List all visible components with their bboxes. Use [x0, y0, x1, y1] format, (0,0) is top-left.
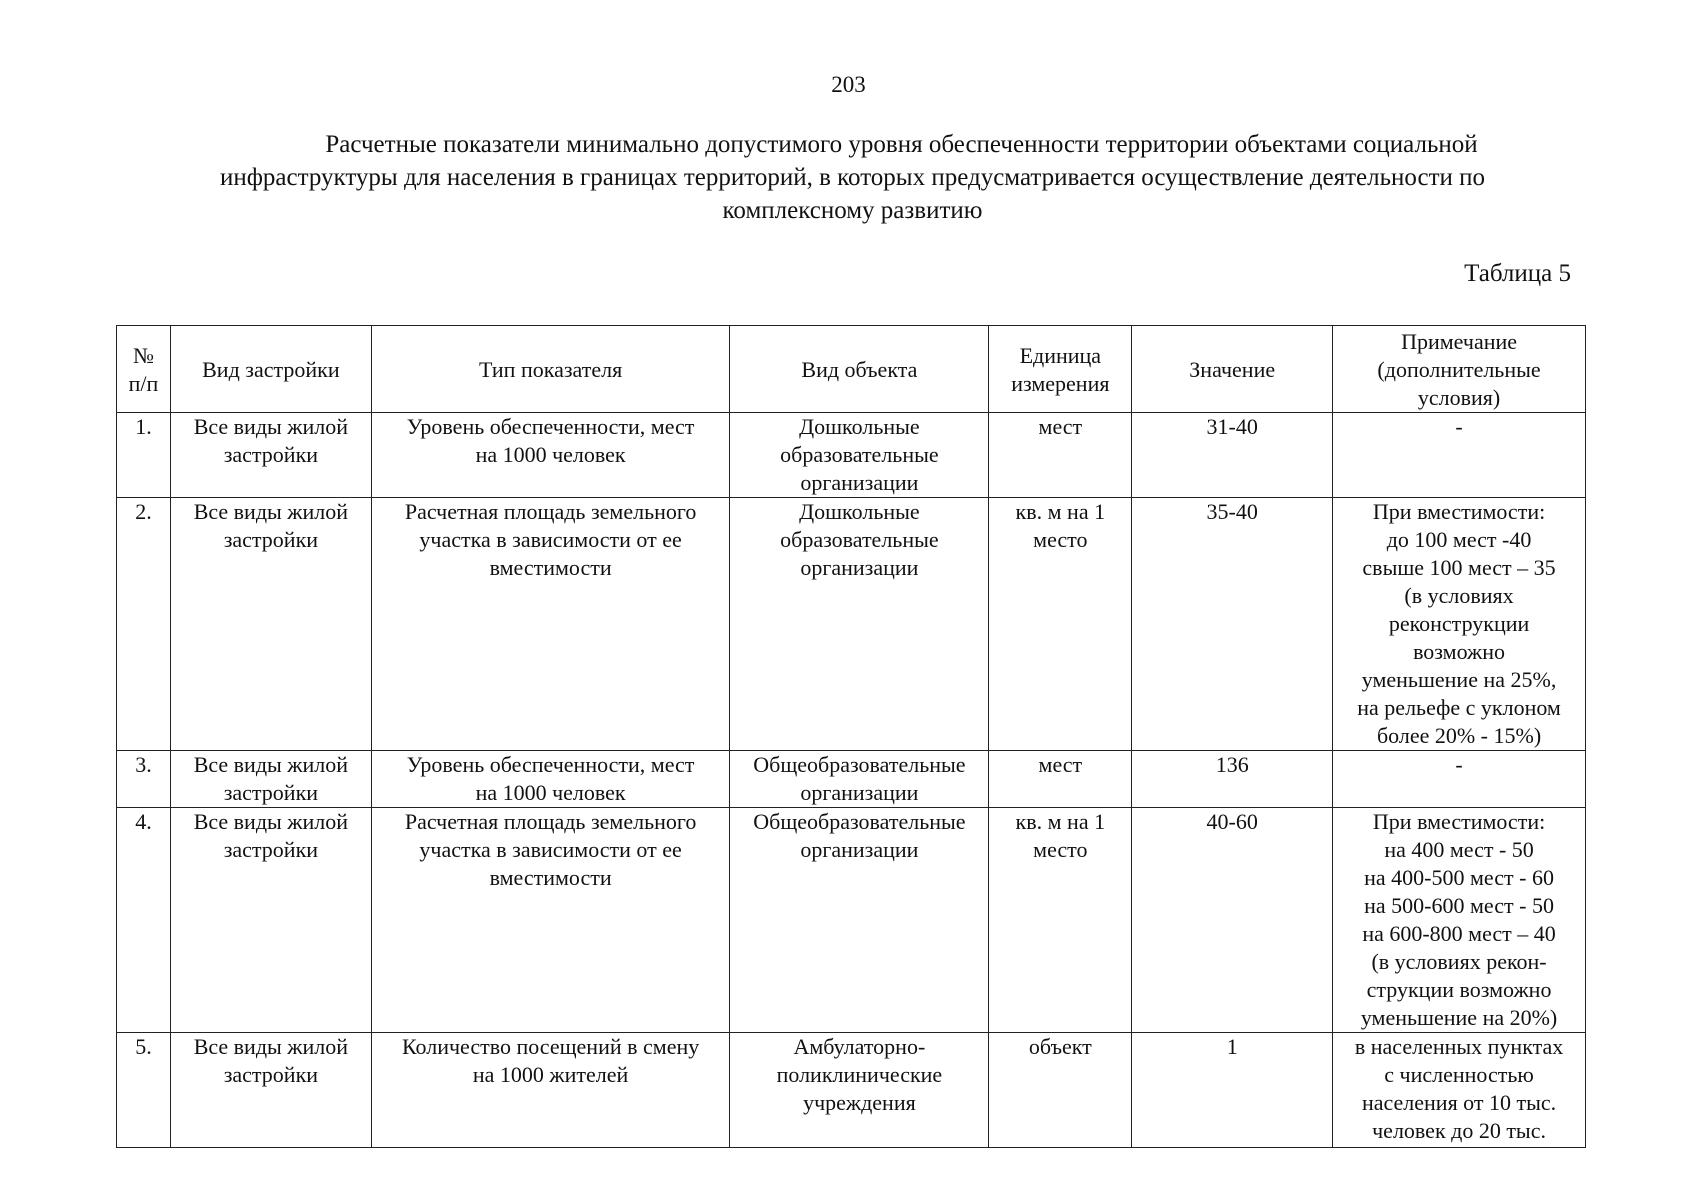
cell-no: 5. [117, 1033, 171, 1148]
cell-value: 31-40 [1132, 413, 1333, 498]
header-unit: Единица измерения [989, 326, 1132, 413]
cell-value: 1 [1132, 1033, 1333, 1148]
cell-indicator-type: Уровень обеспеченности, мест на 1000 человек [371, 751, 730, 808]
cell-building-type: Все виды жилой застройки [170, 808, 371, 1033]
document-title [125, 128, 1580, 227]
cell-no: 4. [117, 808, 171, 1033]
table-header-row [117, 326, 1586, 413]
cell-no: 2. [117, 498, 171, 751]
cell-unit: кв. м на 1 место [989, 808, 1132, 1033]
header-no: № п/п [117, 326, 171, 413]
cell-value: 40-60 [1132, 808, 1333, 1033]
header-building-type: Вид застройки [170, 326, 371, 413]
table-caption: Таблица 5 [1464, 260, 1571, 287]
cell-note: в населенных пунктах с численностью населения от 10 тыс. человек до 20 тыс. [1333, 1033, 1586, 1148]
cell-value: 136 [1132, 751, 1333, 808]
title-line-1: Расчетные показатели минимально допустимого уровня обеспеченности территории объектами социальной [325, 131, 1478, 158]
title-line-3: комплексному развитию [722, 197, 983, 224]
cell-object-type: Амбулаторно- поликлинические учреждения [730, 1033, 989, 1148]
cell-indicator-type: Расчетная площадь земельного участка в зависимости от ее вместимости [371, 498, 730, 751]
table-row [117, 1033, 1586, 1148]
cell-building-type: Все виды жилой застройки [170, 751, 371, 808]
title-line-2: инфраструктуры для населения в границах территорий, в которых предусматривается осуществление деятельности по [219, 164, 1486, 191]
cell-unit: объект [989, 1033, 1132, 1148]
header-indicator-type: Тип показателя [371, 326, 730, 413]
cell-object-type: Дошкольные образовательные организации [730, 498, 989, 751]
cell-no: 1. [117, 413, 171, 498]
cell-object-type: Дошкольные образовательные организации [730, 413, 989, 498]
page-number: 203 [831, 72, 866, 97]
cell-note: При вместимости: на 400 мест - 50 на 400-500 мест - 60 на 500-600 мест - 50 на 600-800 мест – 40 (в условиях рекон- струкции возможно уменьшение на 20%) [1333, 808, 1586, 1033]
header-note: Примечание (дополнительные условия) [1333, 326, 1586, 413]
table-row [117, 751, 1586, 808]
cell-note: - [1333, 751, 1586, 808]
cell-object-type: Общеобразовательные организации [730, 808, 989, 1033]
cell-unit: мест [989, 751, 1132, 808]
cell-unit: мест [989, 413, 1132, 498]
cell-object-type: Общеобразовательные организации [730, 751, 989, 808]
header-value: Значение [1132, 326, 1333, 413]
table-row [117, 498, 1586, 751]
cell-note: - [1333, 413, 1586, 498]
cell-building-type: Все виды жилой застройки [170, 413, 371, 498]
header-object-type: Вид объекта [730, 326, 989, 413]
indicators-table [116, 325, 1586, 1148]
cell-indicator-type: Количество посещений в смену на 1000 жителей [371, 1033, 730, 1148]
cell-building-type: Все виды жилой застройки [170, 498, 371, 751]
cell-unit: кв. м на 1 место [989, 498, 1132, 751]
cell-value: 35-40 [1132, 498, 1333, 751]
cell-indicator-type: Расчетная площадь земельного участка в зависимости от ее вместимости [371, 808, 730, 1033]
cell-note: При вместимости: до 100 мест -40 свыше 100 мест – 35 (в условиях реконструкции возможно уменьшение на 25%, на рельефе с уклоном более 20% - 15%) [1333, 498, 1586, 751]
cell-no: 3. [117, 751, 171, 808]
table-row [117, 413, 1586, 498]
cell-indicator-type: Уровень обеспеченности, мест на 1000 человек [371, 413, 730, 498]
table-row [117, 808, 1586, 1033]
cell-building-type: Все виды жилой застройки [170, 1033, 371, 1148]
